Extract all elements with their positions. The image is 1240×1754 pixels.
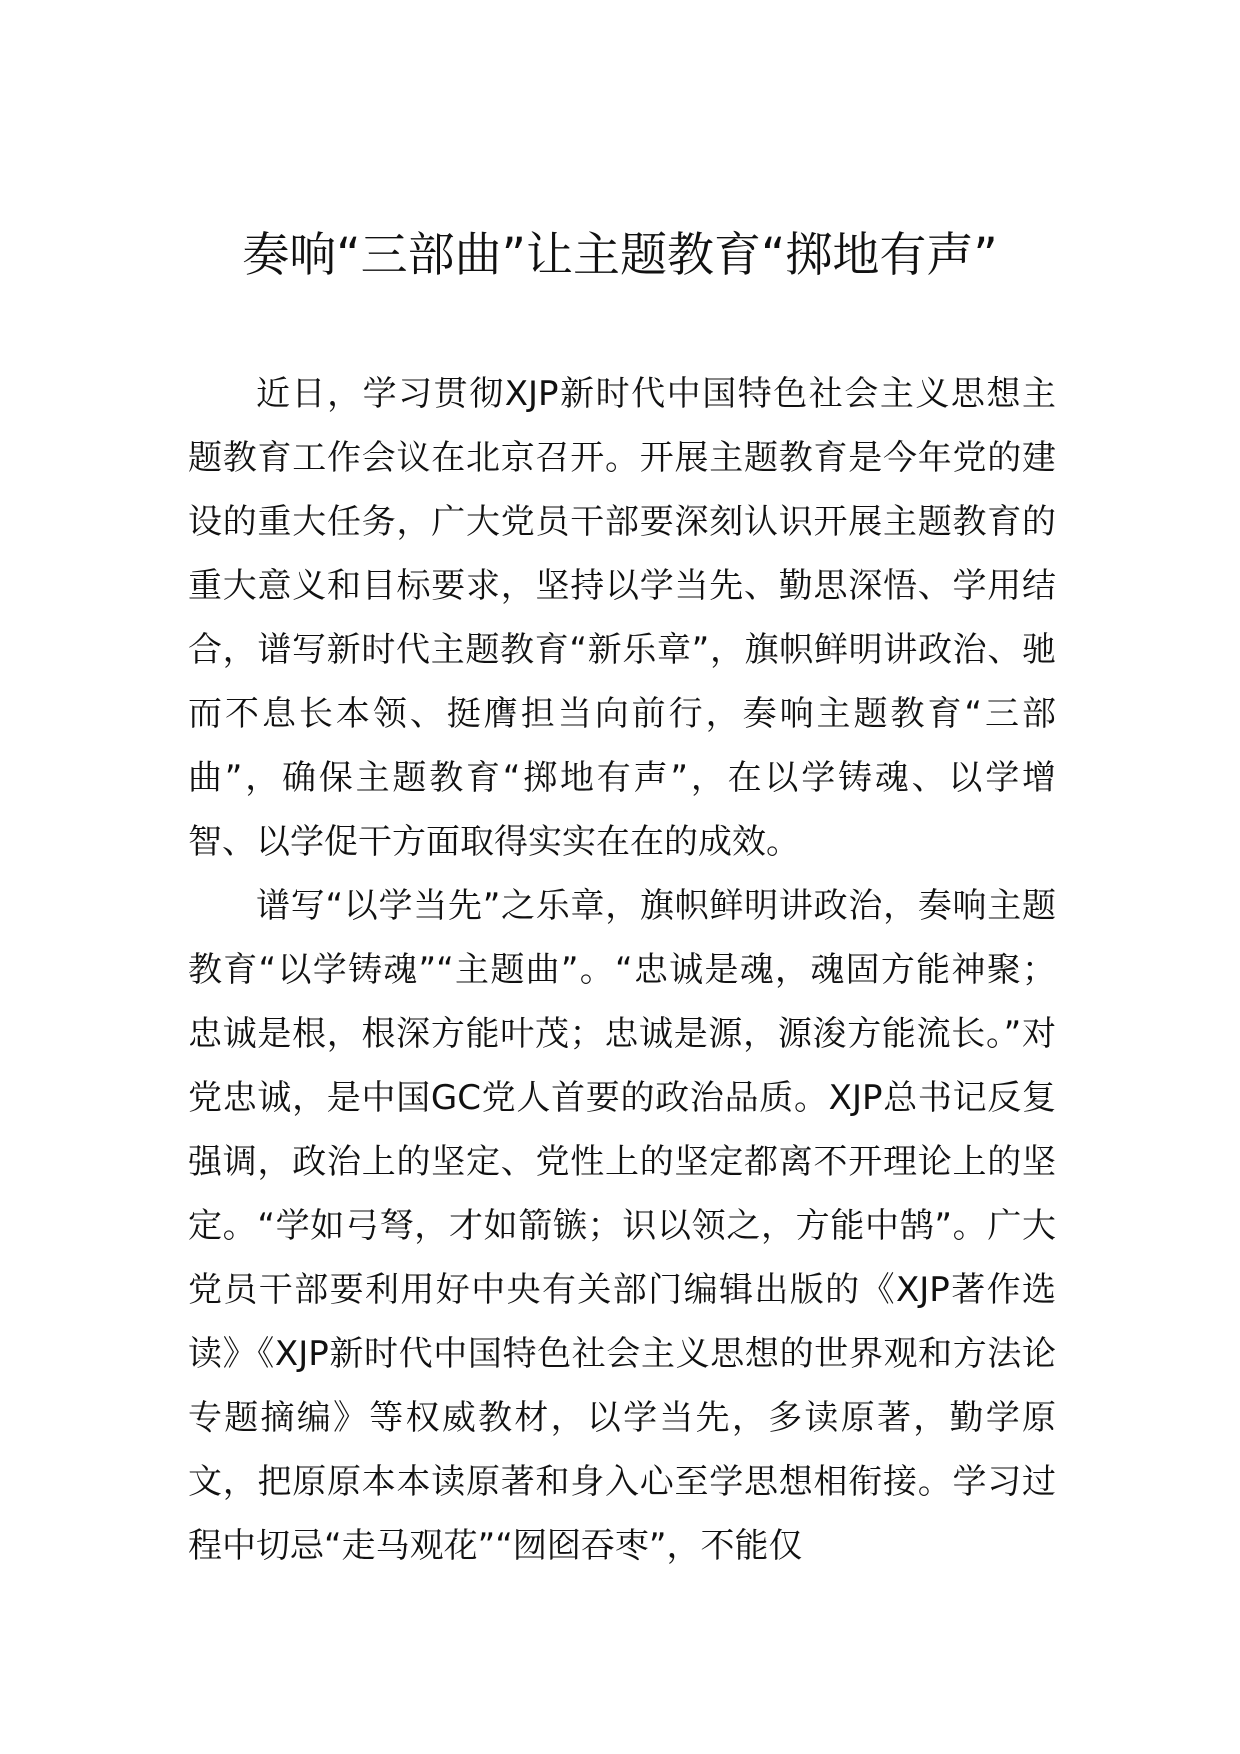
document-body — [188, 362, 1056, 1578]
paragraph-2: 谱写“以学当先”之乐章，旗帜鲜明讲政治，奏响主题教育“以学铸魂”“主题曲”。“忠诚是魂，魂固方能神聚；忠诚是根，根深方能叶茂；忠诚是源，源浚方能流长。”对党忠诚，是中国GC党人首要的政治品质。XJP总书记反复强调，政治上的坚定、党性上的坚定都离不开理论上的坚定。“学如弓弩，才如箭镞；识以领之，方能中鹄”。广大党员干部要利用好中央有关部门编辑出版的《XJP著作选读》《XJP新时代中国特色社会主义思想的世界观和方法论专题摘编》等权威教材，以学当先，多读原著，勤学原文，把原原本本读原著和身入心至学思想相衔接。学习过程中切忌“走马观花”“囫囵吞枣”，不能仅 — [188, 886, 1056, 1566]
document-title: 奏响“三部曲”让主题教育“掷地有声” — [242, 228, 998, 283]
paragraph-1: 近日，学习贯彻XJP新时代中国特色社会主义思想主题教育工作会议在北京召开。开展主题教育是今年党的建设的重大任务，广大党员干部要深刻认识开展主题教育的重大意义和目标要求，坚持以学当先、勤思深悟、学用结合，谱写新时代主题教育“新乐章”，旗帜鲜明讲政治、驰而不息长本领、挺膺担当向前行，奏响主题教育“三部曲”，确保主题教育“掷地有声”，在以学铸魂、以学增智、以学促干方面取得实实在在的成效。 — [188, 374, 1056, 862]
